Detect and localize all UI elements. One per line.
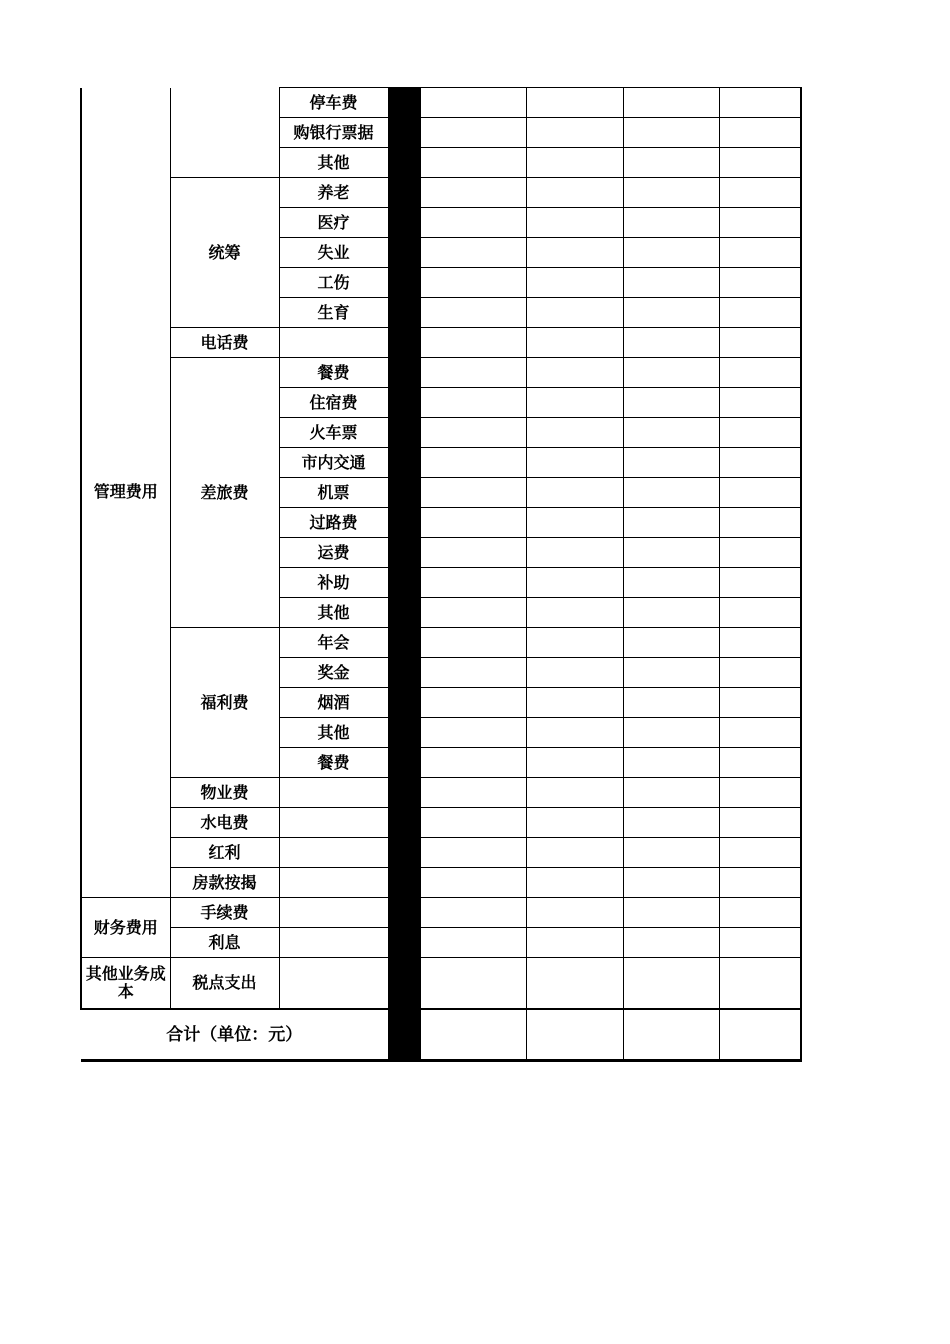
cell[interactable] [526,658,623,688]
black-divider [388,928,420,958]
expense-table [80,87,802,1062]
group-blank [170,88,279,178]
item-tobacco-alcohol: 烟酒 [279,688,388,718]
cell[interactable] [420,268,526,298]
cell[interactable] [719,868,801,898]
black-divider [388,568,420,598]
group-travel: 差旅费 [170,358,279,628]
cell[interactable] [526,448,623,478]
cell[interactable] [719,148,801,178]
cell[interactable] [420,388,526,418]
group-finance: 财务费用 [81,898,170,958]
cell[interactable] [623,418,719,448]
cell[interactable] [719,838,801,868]
item-blank [279,868,388,898]
black-divider [388,118,420,148]
cell[interactable] [719,508,801,538]
cell[interactable] [623,268,719,298]
item-injury: 工伤 [279,268,388,298]
group-management: 管理费用 [81,88,170,898]
cell[interactable] [719,298,801,328]
item-pension: 养老 [279,178,388,208]
cell[interactable] [623,178,719,208]
item-bank-notes: 购银行票据 [279,118,388,148]
table-row [81,358,801,388]
cell[interactable] [526,598,623,628]
cell[interactable] [420,538,526,568]
black-divider [388,898,420,928]
cell[interactable] [719,538,801,568]
item-airfare: 机票 [279,478,388,508]
cell[interactable] [420,928,526,958]
cell[interactable] [719,178,801,208]
cell[interactable] [526,958,623,1010]
cell[interactable] [420,658,526,688]
cell[interactable] [719,928,801,958]
cell[interactable] [420,688,526,718]
cell[interactable] [526,778,623,808]
cell[interactable] [420,568,526,598]
cell[interactable] [526,88,623,118]
cell[interactable] [623,298,719,328]
cell[interactable] [719,658,801,688]
cell[interactable] [623,868,719,898]
black-divider [388,208,420,238]
total-cell[interactable] [623,1009,719,1061]
black-divider [388,808,420,838]
item-meals: 餐费 [279,748,388,778]
cell[interactable] [420,88,526,118]
black-divider [388,448,420,478]
cell[interactable] [623,388,719,418]
total-label: 合计（单位：元） [81,1009,388,1061]
cell[interactable] [420,898,526,928]
cell[interactable] [526,718,623,748]
black-divider [388,478,420,508]
item-other: 其他 [279,598,388,628]
black-divider [388,958,420,1010]
cell[interactable] [623,898,719,928]
cell[interactable] [719,568,801,598]
cell[interactable] [526,118,623,148]
cell[interactable] [719,448,801,478]
total-cell[interactable] [526,1009,623,1061]
table-row [81,88,801,118]
cell[interactable] [623,508,719,538]
cell[interactable] [623,208,719,238]
cell[interactable] [420,748,526,778]
cell[interactable] [719,208,801,238]
black-divider [388,508,420,538]
cell[interactable] [420,358,526,388]
black-divider [388,658,420,688]
cell[interactable] [420,838,526,868]
cell[interactable] [719,418,801,448]
black-divider [388,718,420,748]
cell[interactable] [623,118,719,148]
table-row [81,778,801,808]
cell[interactable] [526,208,623,238]
table-row [81,328,801,358]
black-divider [388,868,420,898]
black-divider [388,688,420,718]
cell[interactable] [623,958,719,1010]
black-divider [388,178,420,208]
group-other-cost: 其他业务成本 [81,958,170,1010]
group-mortgage: 房款按揭 [170,868,279,898]
group-welfare: 福利费 [170,628,279,778]
item-blank [279,838,388,868]
cell[interactable] [526,568,623,598]
black-divider [388,328,420,358]
cell[interactable] [719,328,801,358]
cell[interactable] [420,448,526,478]
cell[interactable] [420,328,526,358]
table-row [81,898,801,928]
item-other: 其他 [279,148,388,178]
table-row [81,178,801,208]
cell[interactable] [420,808,526,838]
cell[interactable] [420,238,526,268]
item-maternity: 生育 [279,298,388,328]
table-row [81,808,801,838]
item-lodging: 住宿费 [279,388,388,418]
total-cell[interactable] [420,1009,526,1061]
black-divider [388,268,420,298]
cell[interactable] [526,868,623,898]
item-city-transport: 市内交通 [279,448,388,478]
table-row [81,838,801,868]
item-blank [279,808,388,838]
black-divider [388,748,420,778]
cell[interactable] [623,448,719,478]
item-tolls: 过路费 [279,508,388,538]
cell[interactable] [719,778,801,808]
cell[interactable] [719,88,801,118]
cell[interactable] [420,178,526,208]
black-divider [388,388,420,418]
cell[interactable] [623,88,719,118]
cell[interactable] [623,568,719,598]
cell[interactable] [623,838,719,868]
cell[interactable] [526,148,623,178]
cell[interactable] [420,958,526,1010]
item-medical: 医疗 [279,208,388,238]
cell[interactable] [719,598,801,628]
item-blank [279,778,388,808]
table-row-total [81,1009,801,1061]
cell[interactable] [420,478,526,508]
cell[interactable] [526,238,623,268]
cell[interactable] [719,718,801,748]
cell[interactable] [719,808,801,838]
cell[interactable] [623,238,719,268]
item-other: 其他 [279,718,388,748]
cell[interactable] [623,328,719,358]
cell[interactable] [719,268,801,298]
black-divider [388,358,420,388]
item-blank [279,898,388,928]
cell[interactable] [719,478,801,508]
item-unemployment: 失业 [279,238,388,268]
cell[interactable] [719,118,801,148]
cell[interactable] [719,688,801,718]
black-divider [388,298,420,328]
black-divider [388,628,420,658]
table-row [81,958,801,1010]
black-divider [388,238,420,268]
cell[interactable] [420,418,526,448]
cell[interactable] [623,538,719,568]
cell[interactable] [526,748,623,778]
group-phone: 电话费 [170,328,279,358]
cell[interactable] [623,478,719,508]
item-blank [279,328,388,358]
item-freight: 运费 [279,538,388,568]
black-divider [388,88,420,118]
cell[interactable] [420,778,526,808]
cell[interactable] [526,328,623,358]
cell[interactable] [526,268,623,298]
cell[interactable] [526,418,623,448]
group-dividend: 红利 [170,838,279,868]
cell[interactable] [420,148,526,178]
item-bonus: 奖金 [279,658,388,688]
group-pooling: 统筹 [170,178,279,328]
group-tax: 税点支出 [170,958,279,1010]
cell[interactable] [526,928,623,958]
cell[interactable] [526,808,623,838]
cell[interactable] [526,478,623,508]
black-divider [388,148,420,178]
group-fee: 手续费 [170,898,279,928]
cell[interactable] [719,748,801,778]
item-train: 火车票 [279,418,388,448]
cell[interactable] [623,808,719,838]
cell[interactable] [526,898,623,928]
cell[interactable] [420,508,526,538]
cell[interactable] [719,628,801,658]
cell[interactable] [526,628,623,658]
cell[interactable] [526,688,623,718]
cell[interactable] [526,358,623,388]
cell[interactable] [623,718,719,748]
black-divider [388,1009,420,1061]
cell[interactable] [623,748,719,778]
cell[interactable] [623,928,719,958]
cell[interactable] [623,778,719,808]
cell[interactable] [526,508,623,538]
cell[interactable] [719,958,801,1010]
cell[interactable] [526,298,623,328]
cell[interactable] [719,898,801,928]
total-cell[interactable] [719,1009,801,1061]
cell[interactable] [526,838,623,868]
table-row [81,928,801,958]
item-subsidy: 补助 [279,568,388,598]
cell[interactable] [420,208,526,238]
black-divider [388,838,420,868]
black-divider [388,418,420,448]
black-divider [388,778,420,808]
cell[interactable] [420,628,526,658]
group-property: 物业费 [170,778,279,808]
cell[interactable] [623,148,719,178]
cell[interactable] [420,118,526,148]
cell[interactable] [420,868,526,898]
item-blank [279,958,388,1010]
cell[interactable] [526,538,623,568]
cell[interactable] [420,598,526,628]
table-row [81,868,801,898]
cell[interactable] [719,238,801,268]
cell[interactable] [623,598,719,628]
cell[interactable] [420,298,526,328]
cell[interactable] [623,358,719,388]
cell[interactable] [420,718,526,748]
group-utilities: 水电费 [170,808,279,838]
cell[interactable] [526,178,623,208]
cell[interactable] [623,628,719,658]
table-row [81,628,801,658]
cell[interactable] [623,658,719,688]
item-blank [279,928,388,958]
black-divider [388,538,420,568]
item-meals: 餐费 [279,358,388,388]
cell[interactable] [719,358,801,388]
cell[interactable] [623,688,719,718]
cell[interactable] [526,388,623,418]
cell[interactable] [719,388,801,418]
item-parking: 停车费 [279,88,388,118]
group-interest: 利息 [170,928,279,958]
black-divider [388,598,420,628]
item-annual-party: 年会 [279,628,388,658]
